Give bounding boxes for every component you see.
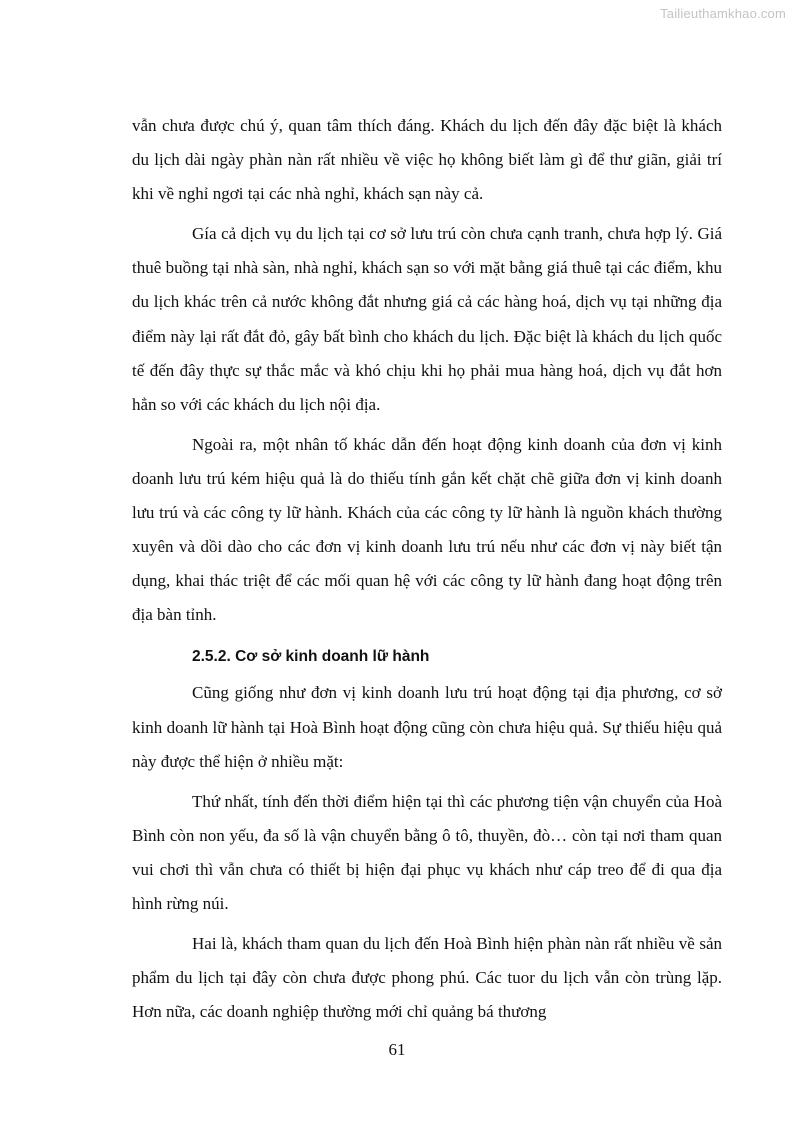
page-body bbox=[132, 109, 722, 1029]
page-number: 61 bbox=[388, 1040, 406, 1059]
watermark: Tailieuthamkhao.com bbox=[660, 6, 786, 21]
paragraph-linkage: Ngoài ra, một nhân tố khác dẫn đến hoạt động kinh doanh của đơn vị kinh doanh lưu trú kém hiệu quả là do thiếu tính gắn kết chặt chẽ giữa đơn vị kinh doanh lưu trú và các công ty lữ hành. Khách của các công ty lữ hành là nguồn khách thường xuyên và dồi dào cho các đơn vị kinh doanh lưu trú nếu như các đơn vị này biết tận dụng, khai thác triệt để các mối quan hệ với các công ty lữ hành đang hoạt động trên địa bàn tỉnh. bbox=[132, 434, 722, 625]
paragraph-continuation: vẫn chưa được chú ý, quan tâm thích đáng. Khách du lịch đến đây đặc biệt là khách du lịch dài ngày phàn nàn rất nhiều về việc họ không biết làm gì để thư giãn, giải trí khi về nghỉ ngơi tại các nhà nghỉ, khách sạn này cả. bbox=[132, 116, 722, 204]
section-heading: 2.5.2. Cơ sở kinh doanh lữ hành bbox=[192, 648, 430, 666]
paragraph-pricing: Gía cả dịch vụ du lịch tại cơ sở lưu trú còn chưa cạnh tranh, chưa hợp lý. Giá thuê buồng tại nhà sàn, nhà nghỉ, khách sạn so với mặt bằng giá thuê tại các điểm, khu du lịch khác trên cả nước không đắt nhưng giá cả các hàng hoá, dịch vụ tại những địa điểm này lại rất đắt đỏ, gây bất bình cho khách du lịch. Đặc biệt là khách du lịch quốc tế đến đây thực sự thắc mắc và khó chịu khi họ phải mua hàng hoá, dịch vụ đắt hơn hẳn so với các khách du lịch nội địa. bbox=[132, 224, 722, 414]
paragraph-second-point: Hai là, khách tham quan du lịch đến Hoà Bình hiện phàn nàn rất nhiều về sản phẩm du lịch tại đây còn chưa được phong phú. Các tuor du lịch vẫn còn trùng lặp. Hơn nữa, các doanh nghiệp thường mới chỉ quảng bá thương bbox=[132, 934, 722, 1022]
paragraph-travel-business: Cũng giống như đơn vị kinh doanh lưu trú hoạt động tại địa phương, cơ sở kinh doanh lữ hành tại Hoà Bình hoạt động cũng còn chưa hiệu quả. Sự thiếu hiệu quả này được thể hiện ở nhiều mặt: bbox=[132, 683, 722, 771]
paragraph-first-point: Thứ nhất, tính đến thời điểm hiện tại thì các phương tiện vận chuyển của Hoà Bình còn non yếu, đa số là vận chuyển bằng ô tô, thuyền, đò… còn tại nơi tham quan vui chơi thì vẫn chưa có thiết bị hiện đại phục vụ khách như cáp treo để đi qua địa hình rừng núi. bbox=[132, 791, 722, 913]
